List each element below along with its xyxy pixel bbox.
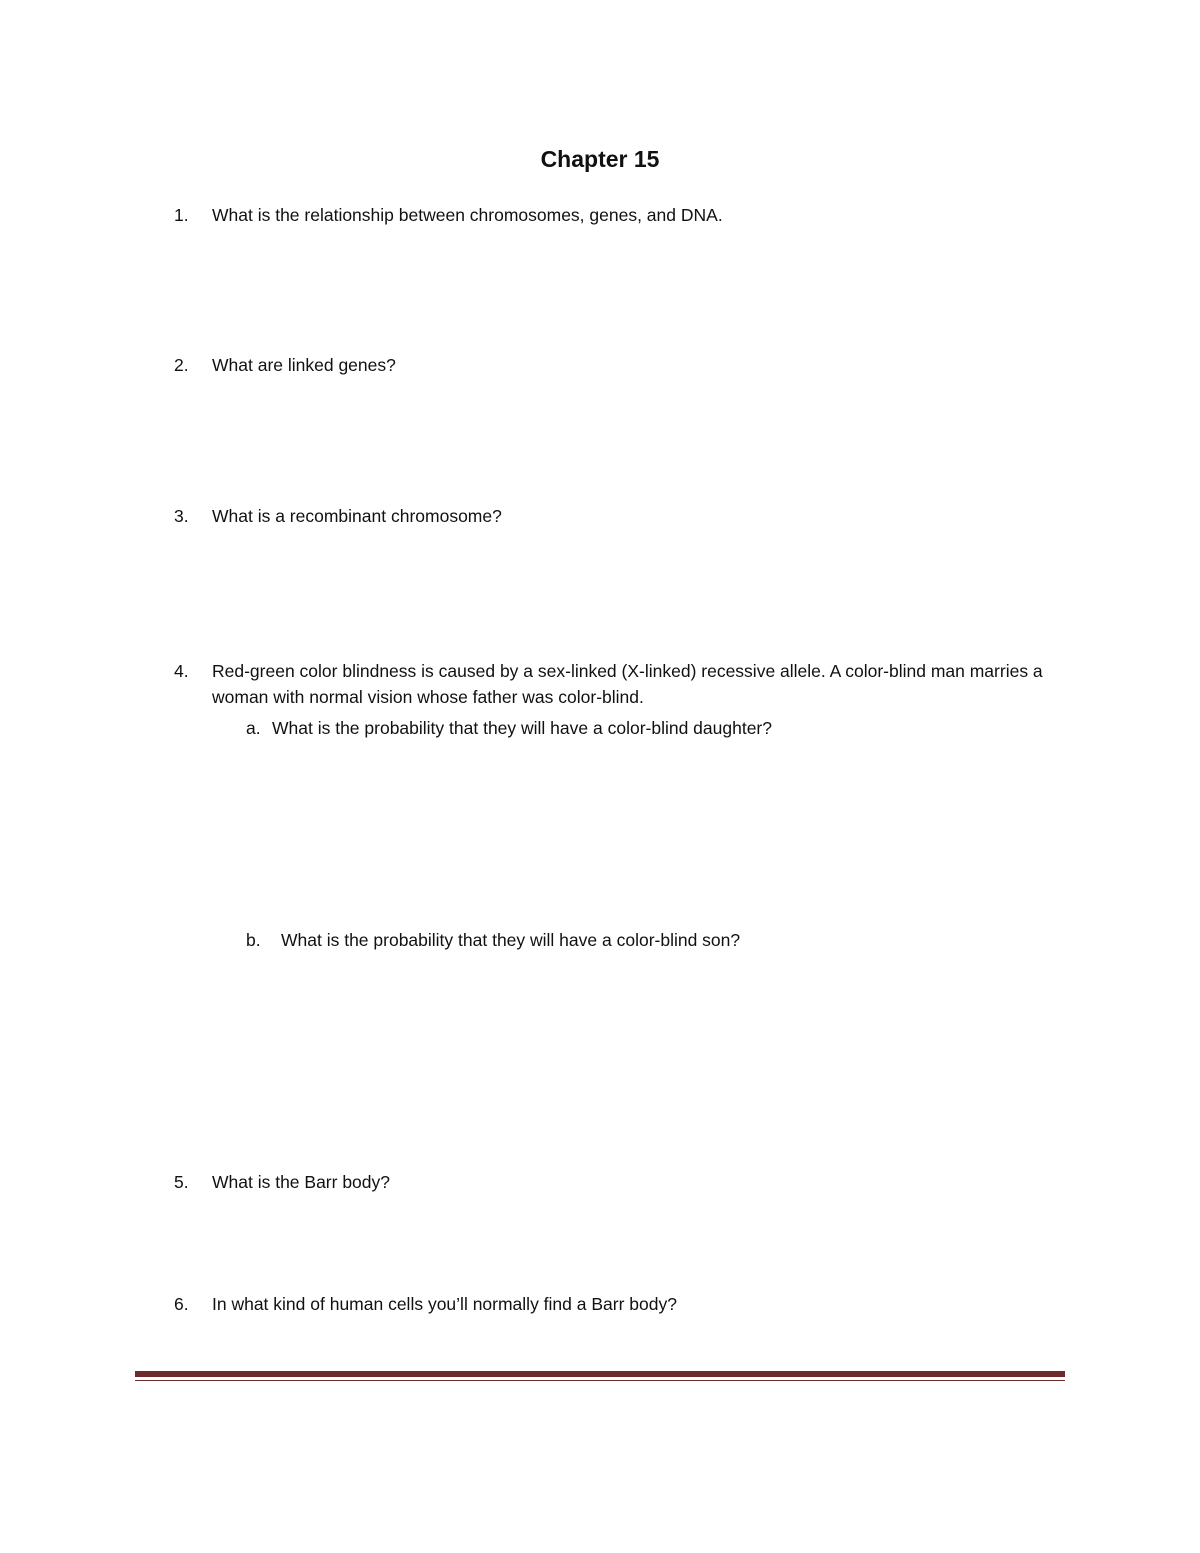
subquestion-b [246, 927, 1046, 953]
question-number: 6. [174, 1294, 189, 1314]
subquestion-letter: a. [246, 718, 261, 738]
subquestion-a [246, 715, 1046, 741]
question-number: 3. [174, 506, 189, 526]
footer-rule-thin [135, 1380, 1065, 1381]
question-number: 2. [174, 355, 189, 375]
question-text: What are linked genes? [212, 355, 396, 375]
question-1 [174, 202, 1054, 228]
question-3 [174, 503, 1054, 529]
question-number: 5. [174, 1172, 189, 1192]
subquestion-text: What is the probability that they will have a color-blind daughter? [272, 718, 772, 738]
question-4 [174, 658, 1054, 710]
question-text: What is a recombinant chromosome? [212, 506, 502, 526]
question-number: 4. [174, 661, 189, 681]
footer-rule-thick [135, 1371, 1065, 1377]
question-text: What is the relationship between chromosomes, genes, and DNA. [212, 205, 723, 225]
subquestion-text: What is the probability that they will have a color-blind son? [281, 930, 741, 950]
question-text: What is the Barr body? [212, 1172, 390, 1192]
question-5 [174, 1169, 1054, 1195]
question-number: 1. [174, 205, 189, 225]
question-text: Red-green color blindness is caused by a sex-linked (X-linked) recessive allele. A color-blind man marries a woman with normal vision whose father was color-blind. [212, 661, 1043, 707]
subquestion-letter: b. [246, 930, 261, 950]
question-2 [174, 352, 1054, 378]
page-title: Chapter 15 [540, 146, 660, 172]
question-text: In what kind of human cells you’ll normally find a Barr body? [212, 1294, 677, 1314]
question-6 [174, 1291, 1054, 1317]
